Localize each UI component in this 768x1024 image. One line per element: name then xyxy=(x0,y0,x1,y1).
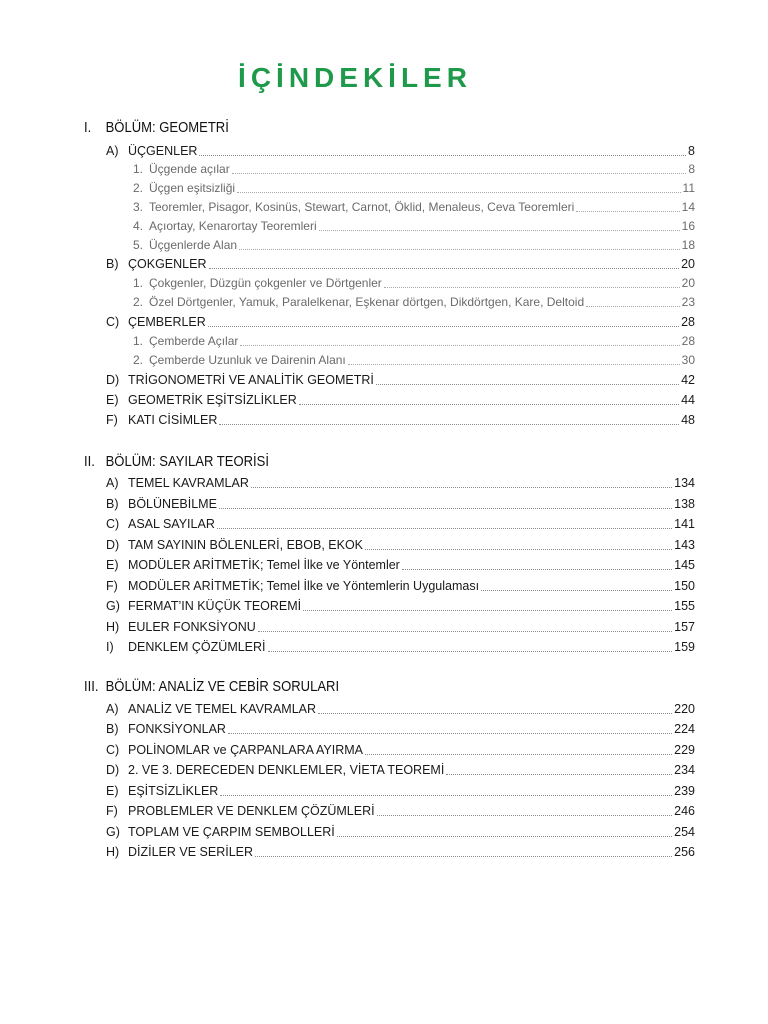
entry-label: 2. xyxy=(133,353,144,367)
dot-leader xyxy=(217,515,672,529)
entry-title: TRİGONOMETRİ VE ANALİTİK GEOMETRİ xyxy=(128,373,374,387)
section-title: BÖLÜM: GEOMETRİ xyxy=(105,120,229,136)
dot-leader xyxy=(402,556,672,570)
page-number: 246 xyxy=(674,804,695,818)
entry-label: E) xyxy=(106,558,119,572)
toc-entry[interactable] xyxy=(106,313,695,332)
dot-leader xyxy=(365,741,672,755)
toc-subentry[interactable] xyxy=(133,179,695,198)
entry-title: BÖLÜNEBİLME xyxy=(128,497,217,511)
page-number: 143 xyxy=(674,538,695,552)
entry-label: D) xyxy=(106,538,120,552)
section-heading xyxy=(84,120,229,136)
dot-leader xyxy=(220,782,672,796)
toc-subentry[interactable] xyxy=(133,198,695,217)
page-number: 229 xyxy=(674,743,695,757)
page-number: 42 xyxy=(681,373,695,387)
entry-title: Açıortay, Kenarortay Teoremleri xyxy=(149,219,317,233)
toc-entry[interactable] xyxy=(106,556,695,575)
dot-leader xyxy=(239,236,680,250)
entry-label: F) xyxy=(106,804,118,818)
section-title: BÖLÜM: ANALİZ VE CEBİR SORULARI xyxy=(105,679,340,695)
entry-label: 4. xyxy=(133,219,144,233)
toc-entry[interactable] xyxy=(106,577,695,596)
entry-label: A) xyxy=(106,144,119,158)
toc-entry[interactable] xyxy=(106,843,695,862)
page-number: 145 xyxy=(674,558,695,572)
page-number: 141 xyxy=(674,517,695,531)
page-number: 14 xyxy=(681,200,695,214)
entry-title: DİZİLER VE SERİLER xyxy=(128,845,254,859)
dot-leader xyxy=(576,198,679,212)
dot-leader xyxy=(586,293,680,307)
entry-label: A) xyxy=(106,476,119,490)
entry-label: B) xyxy=(106,497,119,511)
dot-leader xyxy=(384,274,680,288)
entry-label: A) xyxy=(106,702,119,716)
entry-label: 1. xyxy=(133,276,144,290)
toc-entry[interactable] xyxy=(106,142,695,161)
page-number: 8 xyxy=(688,162,695,176)
entry-title: TAM SAYININ BÖLENLERİ, EBOB, EKOK xyxy=(128,538,364,552)
page-number: 138 xyxy=(674,497,695,511)
toc-entry[interactable] xyxy=(106,391,695,410)
page-number: 150 xyxy=(674,579,695,593)
entry-label: C) xyxy=(106,743,120,757)
section-number: III. xyxy=(84,679,99,695)
entry-title: EULER FONKSİYONU xyxy=(128,620,256,634)
section-number: I. xyxy=(84,120,92,136)
toc-subentry[interactable] xyxy=(133,160,695,179)
page-title: İÇİNDEKİLER xyxy=(238,62,472,93)
toc-entry[interactable] xyxy=(106,802,695,821)
entry-title: ÜÇGENLER xyxy=(128,144,198,158)
entry-title: Üçgen eşitsizliği xyxy=(149,181,236,195)
dot-leader xyxy=(228,720,672,734)
entry-label: B) xyxy=(106,257,119,271)
entry-label: C) xyxy=(106,517,120,531)
entry-label: 2. xyxy=(133,295,144,309)
entry-title: MODÜLER ARİTMETİK; Temel İlke ve Yöntemlerin Uygulaması xyxy=(128,579,480,593)
dot-leader xyxy=(446,761,672,775)
page-number: 157 xyxy=(674,620,695,634)
dot-leader xyxy=(219,411,679,425)
toc-subentry[interactable] xyxy=(133,236,695,255)
dot-leader xyxy=(237,179,680,193)
page-number: 16 xyxy=(681,219,695,233)
entry-label: C) xyxy=(106,315,120,329)
dot-leader xyxy=(303,597,672,611)
page-number: 134 xyxy=(674,476,695,490)
toc-entry[interactable] xyxy=(106,495,695,514)
dot-leader xyxy=(219,495,672,509)
entry-title: Çemberde Açılar xyxy=(149,334,239,348)
dot-leader xyxy=(365,536,672,550)
toc-entry[interactable] xyxy=(106,536,695,555)
toc-entry[interactable] xyxy=(106,700,695,719)
page-number: 44 xyxy=(681,393,695,407)
toc-entry[interactable] xyxy=(106,597,695,616)
entry-label: 2. xyxy=(133,181,144,195)
section-heading xyxy=(84,679,339,695)
dot-leader xyxy=(376,371,679,385)
toc-entry[interactable] xyxy=(106,782,695,801)
dot-leader xyxy=(199,142,686,156)
entry-label: F) xyxy=(106,579,118,593)
toc-entry[interactable] xyxy=(106,474,695,493)
entry-label: G) xyxy=(106,599,120,613)
dot-leader xyxy=(481,577,672,591)
toc-subentry[interactable] xyxy=(133,217,695,236)
entry-title: Çokgenler, Düzgün çokgenler ve Dörtgenler xyxy=(149,276,382,290)
page-number: 254 xyxy=(674,825,695,839)
entry-title: Çemberde Uzunluk ve Dairenin Alanı xyxy=(149,353,346,367)
entry-title: ANALİZ VE TEMEL KAVRAMLAR xyxy=(128,702,317,716)
entry-label: 1. xyxy=(133,334,144,348)
page-number: 23 xyxy=(681,295,695,309)
toc-entry[interactable] xyxy=(106,638,695,657)
dot-leader xyxy=(209,255,680,269)
dot-leader xyxy=(251,474,672,488)
page-number: 20 xyxy=(681,276,695,290)
page-number: 8 xyxy=(688,144,695,158)
entry-title: KATI CİSİMLER xyxy=(128,413,218,427)
entry-label: H) xyxy=(106,845,120,859)
toc-entry[interactable] xyxy=(106,720,695,739)
page-number: 11 xyxy=(682,181,695,195)
toc-entry[interactable] xyxy=(106,411,695,430)
toc-entry[interactable] xyxy=(106,618,695,637)
entry-title: PROBLEMLER VE DENKLEM ÇÖZÜMLERİ xyxy=(128,804,375,818)
entry-title: FONKSİYONLAR xyxy=(128,722,226,736)
page-number: 159 xyxy=(674,640,695,654)
dot-leader xyxy=(299,391,679,405)
entry-title: TEMEL KAVRAMLAR xyxy=(128,476,249,490)
toc-entry[interactable] xyxy=(106,741,695,760)
page-number: 155 xyxy=(674,599,695,613)
entry-title: MODÜLER ARİTMETİK; Temel İlke ve Yöntemler xyxy=(128,558,400,572)
entry-title: POLİNOMLAR ve ÇARPANLARA AYIRMA xyxy=(128,743,364,757)
toc-entry[interactable] xyxy=(106,255,695,274)
dot-leader xyxy=(258,618,672,632)
toc-entry[interactable] xyxy=(106,823,695,842)
dot-leader xyxy=(268,638,673,652)
entry-title: 2. VE 3. DERECEDEN DENKLEMLER, VİETA TEOREMİ xyxy=(128,763,445,777)
entry-label: 3. xyxy=(133,200,144,214)
section-heading xyxy=(84,454,269,470)
entry-label: E) xyxy=(106,393,119,407)
entry-title: ASAL SAYILAR xyxy=(128,517,215,531)
section-title: BÖLÜM: SAYILAR TEORİSİ xyxy=(105,454,270,470)
entry-title: TOPLAM VE ÇARPIM SEMBOLLERİ xyxy=(128,825,335,839)
dot-leader xyxy=(319,217,680,231)
entry-label: 5. xyxy=(133,238,144,252)
page-number: 20 xyxy=(681,257,695,271)
toc-subentry[interactable] xyxy=(133,332,695,351)
entry-title: Üçgende açılar xyxy=(149,162,230,176)
dot-leader xyxy=(377,802,673,816)
dot-leader xyxy=(337,823,672,837)
page-number: 30 xyxy=(681,353,695,367)
entry-label: B) xyxy=(106,722,119,736)
entry-title: Özel Dörtgenler, Yamuk, Paralelkenar, Eşkenar dörtgen, Dikdörtgen, Kare, Deltoid xyxy=(149,295,585,309)
dot-leader xyxy=(255,843,672,857)
page-number: 48 xyxy=(681,413,695,427)
dot-leader xyxy=(232,160,687,174)
entry-label: G) xyxy=(106,825,120,839)
entry-title: DENKLEM ÇÖZÜMLERİ xyxy=(128,640,266,654)
entry-label: D) xyxy=(106,373,120,387)
page-number: 220 xyxy=(674,702,695,716)
toc-subentry[interactable] xyxy=(133,293,695,312)
dot-leader xyxy=(348,351,680,365)
toc-subentry[interactable] xyxy=(133,274,695,293)
page-number: 239 xyxy=(674,784,695,798)
entry-title: ÇOKGENLER xyxy=(128,257,207,271)
dot-leader xyxy=(208,313,679,327)
section-number: II. xyxy=(84,454,95,470)
entry-label: D) xyxy=(106,763,120,777)
entry-title: EŞİTSİZLİKLER xyxy=(128,784,219,798)
entry-label: I) xyxy=(106,640,114,654)
toc-entry[interactable] xyxy=(106,371,695,390)
entry-title: ÇEMBERLER xyxy=(128,315,206,329)
page-number: 28 xyxy=(681,334,695,348)
page-number: 18 xyxy=(681,238,695,252)
page-number: 224 xyxy=(674,722,695,736)
entry-label: H) xyxy=(106,620,120,634)
entry-label: E) xyxy=(106,784,119,798)
entry-label: F) xyxy=(106,413,118,427)
page-number: 256 xyxy=(674,845,695,859)
entry-title: Teoremler, Pisagor, Kosinüs, Stewart, Carnot, Öklid, Menaleus, Ceva Teoremleri xyxy=(149,200,575,214)
entry-title: Üçgenlerde Alan xyxy=(149,238,238,252)
entry-title: FERMAT’IN KÜÇÜK TEOREMİ xyxy=(128,599,302,613)
toc-entry[interactable] xyxy=(106,515,695,534)
entry-title: GEOMETRİK EŞİTSİZLİKLER xyxy=(128,393,297,407)
page-number: 234 xyxy=(674,763,695,777)
toc-subentry[interactable] xyxy=(133,351,695,370)
dot-leader xyxy=(318,700,672,714)
dot-leader xyxy=(240,332,679,346)
toc-entry[interactable] xyxy=(106,761,695,780)
page-number: 28 xyxy=(681,315,695,329)
entry-label: 1. xyxy=(133,162,144,176)
